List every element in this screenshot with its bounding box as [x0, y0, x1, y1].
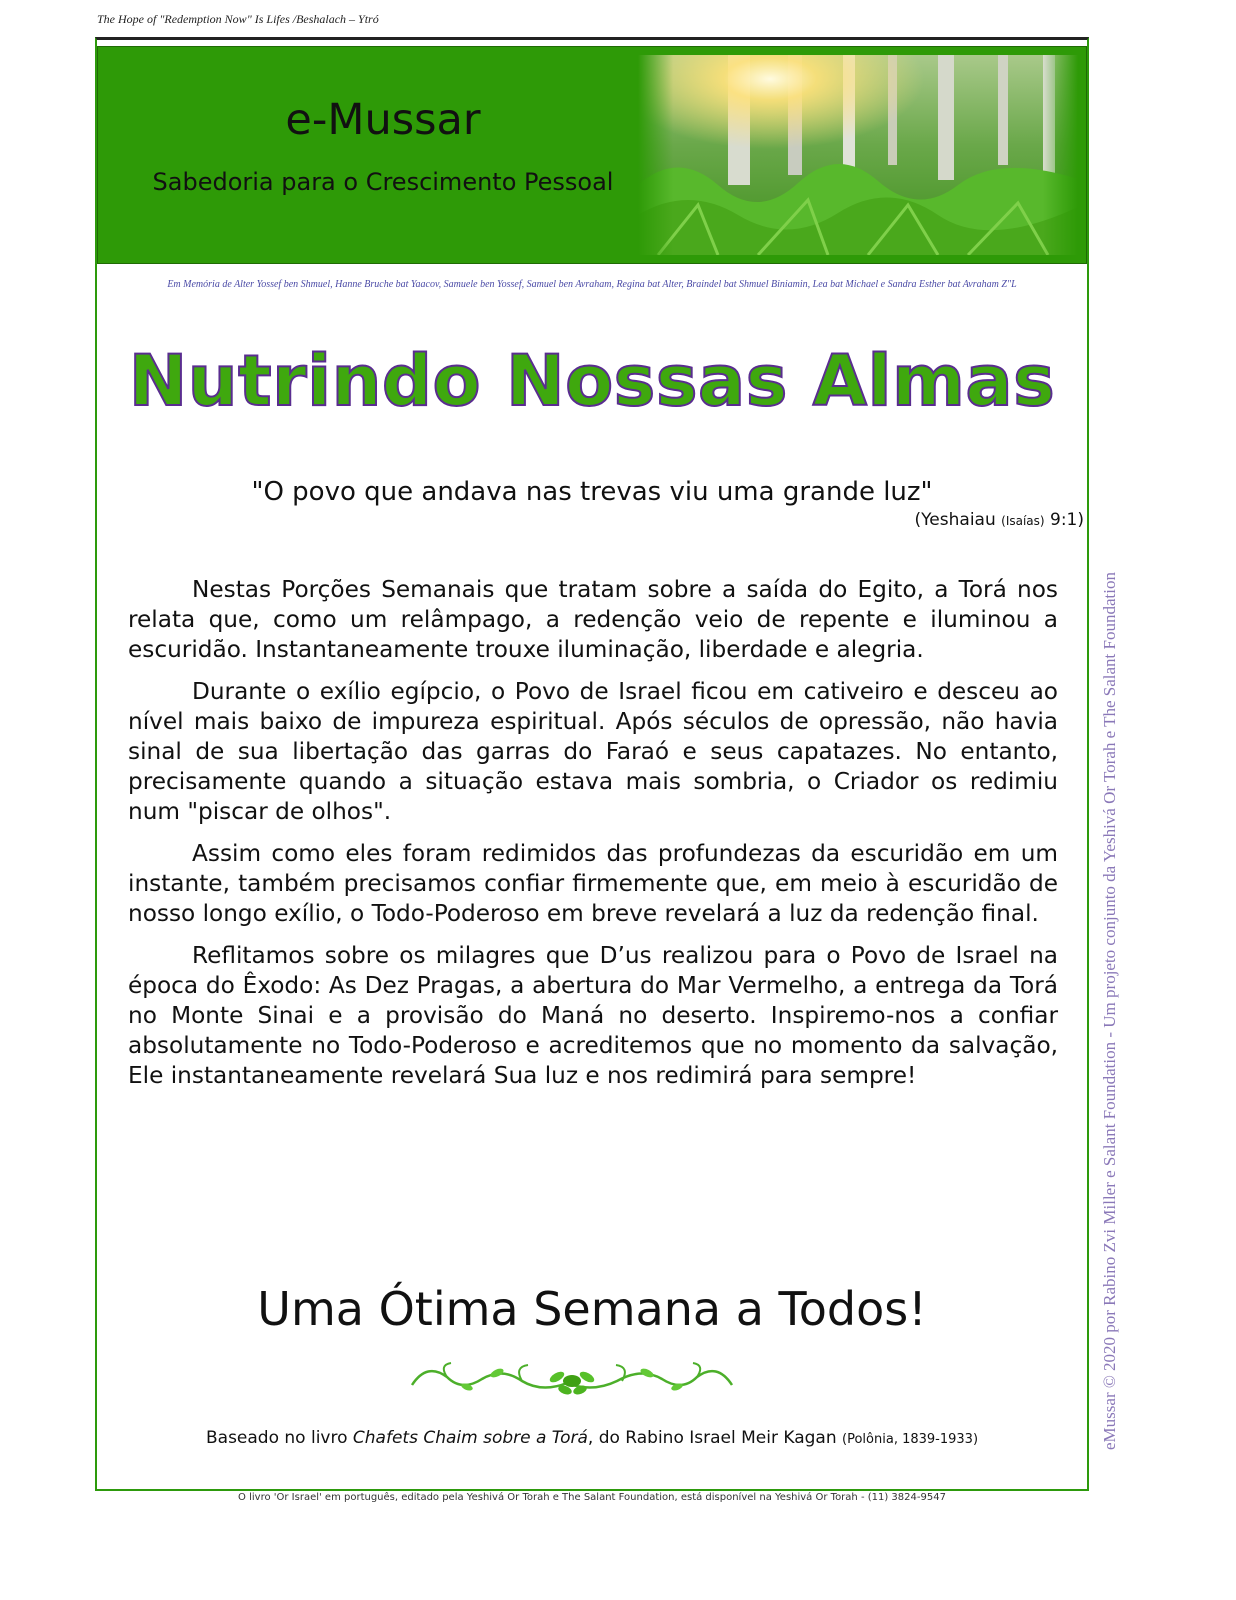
citation-ref: 9:1) [1050, 510, 1084, 530]
source-book-title: Chafets Chaim sobre a Torá [352, 1428, 588, 1448]
source-detail: (Polônia, 1839-1933) [842, 1432, 979, 1447]
citation-name: (Yeshaiau [914, 510, 996, 530]
banner-subtitle: Sabedoria para o Crescimento Pessoal [152, 168, 614, 196]
vine-ornament [407, 1357, 737, 1407]
forest-photo [638, 55, 1078, 255]
article-body [128, 575, 1058, 1103]
memorial-dedication: Em Memória de Alter Yossef ben Shmuel, Hanne Bruche bat Yaacov, Samuele ben Yossef, Samuel ben Avraham, Regina bat Alter, Braindel bat Shmuel Biniamin, Lea bat Michael e Sandra Esther bat Avraham Z"L [167, 279, 1017, 290]
paragraph: Assim como eles foram redimidos das profundezas da escuridão em um instante, também precisamos confiar firmemente que, em meio à escuridão de nosso longo exílio, o Todo-Poderoso em breve revelará a luz da redenção final. [128, 840, 1058, 927]
headline: Nutrindo Nossas Almas [128, 340, 1056, 422]
source-credit [97, 1428, 1087, 1448]
paragraph: Reflitamos sobre os milagres que D’us realizou para o Povo de Israel na época do Êxodo: As Dez Pragas, a abertura do Mar Vermelho, a entrega da Torá no Monte Sinai e a provisão do Maná no deserto. Inspiremo-nos a confiar absolutamente no Todo-Poderoso e acreditemos que no momento da salvação, Ele instantaneamente revelará Sua luz e nos redimirá para sempre! [128, 942, 1058, 1089]
paragraph: Nestas Porções Semanais que tratam sobre a saída do Egito, a Torá nos relata que, como um relâmpago, a redenção veio de repente e iluminou a escuridão. Instantaneamente trouxe iluminação, liberdade e alegria. [128, 576, 1058, 663]
quote-citation [915, 510, 1084, 530]
banner [97, 46, 1087, 264]
running-head: The Hope of "Redemption Now" Is Lifes /Beshalach – Ytró [97, 12, 379, 26]
source-prefix: Baseado no livro [205, 1428, 353, 1448]
citation-alt-name: (Isaías) [1001, 514, 1045, 528]
footer-note: O livro 'Or Israel' em português, editado pela Yeshivá Or Torah e The Salant Foundation, está disponível na Yeshivá Or Torah - (11) 3824-9547 [238, 1492, 946, 1503]
paragraph: Durante o exílio egípcio, o Povo de Israel ficou em cativeiro e desceu ao nível mais baixo de impureza espiritual. Após séculos de opressão, não havia sinal de sua libertação das garras do Faraó e seus capatazes. No entanto, precisamente quando a situação estava mais sombria, o Criador os redimiu num "piscar de olhos". [128, 678, 1058, 825]
banner-title: e-Mussar [285, 95, 481, 145]
source-suffix: , do Rabino Israel Meir Kagan [587, 1428, 843, 1448]
side-copyright-note: eMussar © 2020 por Rabino Zvi Miller e Salant Foundation - Um projeto conjunto da Yeshivá Or Torah e The Salant Foundation [1100, 572, 1119, 1450]
scripture-quote: "O povo que andava nas trevas viu uma grande luz" [251, 477, 933, 507]
closing-greeting: Uma Ótima Semana a Todos! [257, 1282, 927, 1336]
